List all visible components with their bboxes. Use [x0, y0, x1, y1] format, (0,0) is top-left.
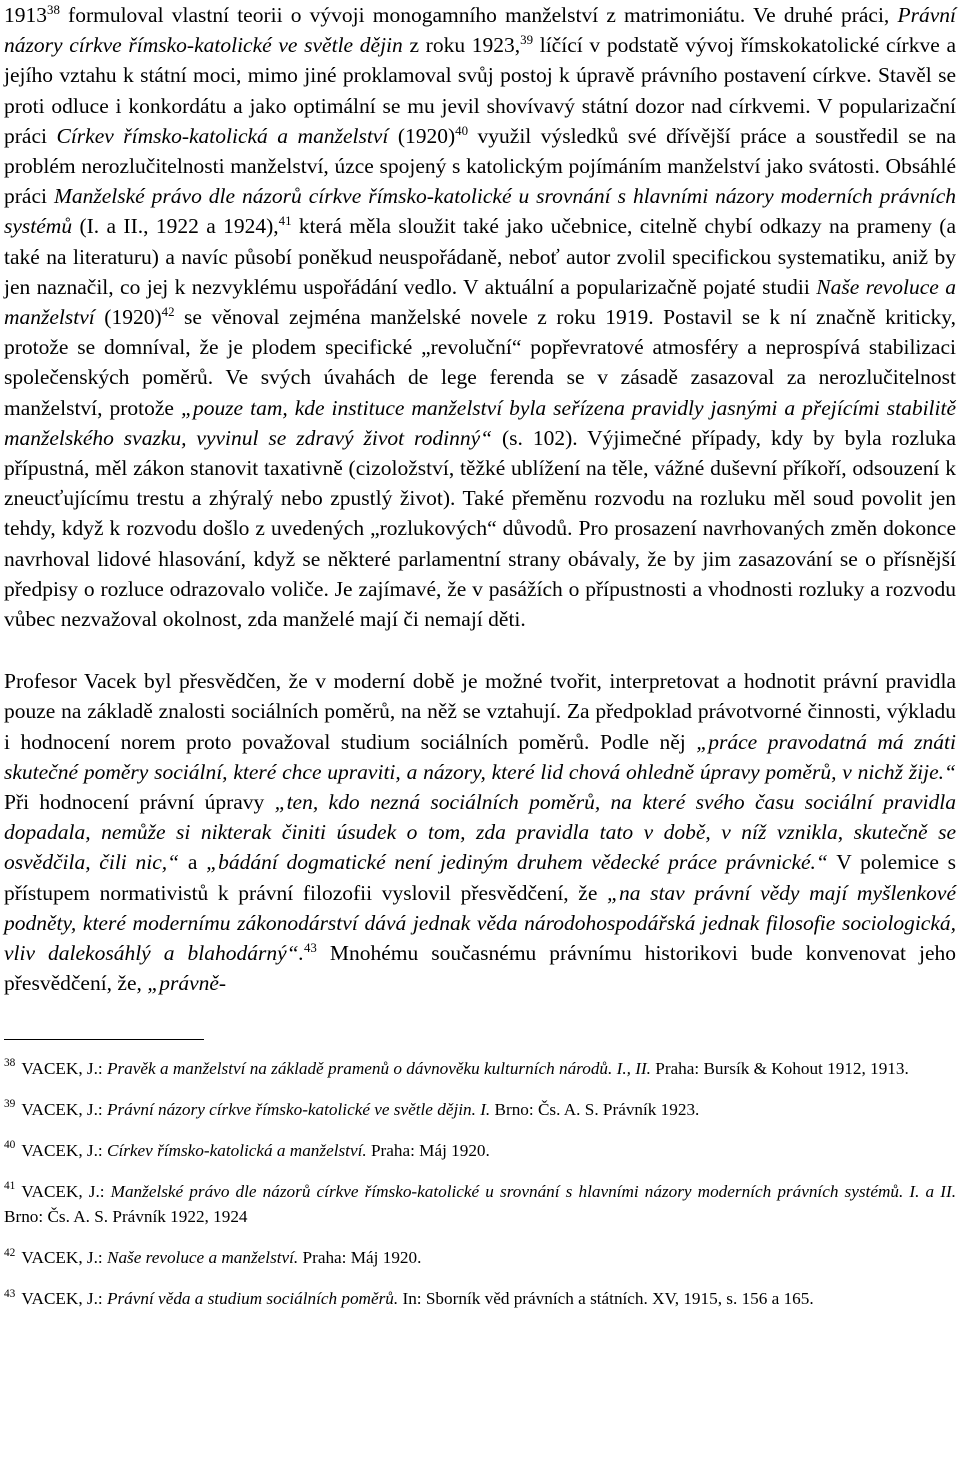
footnote-publication: Brno: Čs. A. S. Právník 1922, 1924: [4, 1207, 248, 1226]
footnote-publication: In: Sborník věd právních a státních. XV, 1915, s. 156 a 165.: [398, 1289, 814, 1308]
footnote-38: [4, 1056, 956, 1082]
text-run: líčící v podstatě vývoj římskokatolické církve a jejího vztahu k státní moci, mimo jiné proklamoval svůj postoj k úpravě právního postavení církve. Stavěl se proti odluce i konkordátu a jako optimální se mu jevil shovívavý státní dozor nad církvemi. V popularizační práci: [4, 33, 956, 148]
text-run: (1920): [94, 305, 162, 330]
work-title-nase-revoluce: Naše revoluce a manželství: [4, 274, 956, 330]
body-paragraph-1: [4, 0, 956, 634]
footnote-author: VACEK, J.:: [21, 1289, 107, 1308]
footnote-publication: Praha: Bursík & Kohout 1912, 1913.: [650, 1058, 909, 1078]
text-run: Při hodnocení právní úpravy: [4, 790, 275, 815]
footnote-author: VACEK, J.:: [21, 1248, 107, 1267]
text-run: která měla sloužit také jako učebnice, citelně chybí odkazy na prameny (a také na literaturu) a navíc působí poněkud neuspořádaně, neboť autor zvolil specifickou systematiku, aniž by jen naznačil, co jej k nezvyklému uspořádání vedlo. V aktuální a popularizačně pojaté studii: [4, 214, 956, 299]
footnote-author: VACEK, J.:: [21, 1181, 111, 1201]
footnote-number: 42: [4, 1246, 16, 1259]
work-title-cirkev-a-manzelstvi: Církev římsko-katolická a manželství: [56, 123, 389, 148]
footnote-author: VACEK, J.:: [21, 1058, 107, 1078]
text-run: Mnohému současnému právnímu historikovi bude konvenovat jeho přesvědčení, že,: [4, 941, 956, 996]
text-run: Profesor Vacek byl přesvědčen, že v moderní době je možné tvořit, interpretovat a hodnotit právní pravidla pouze na základě znalosti sociálních poměrů, na něž se vztahují. Za předpoklad právotvorné činnosti, výkladu i hodnocení norem proto považoval studium sociálních poměrů. Podle něj: [4, 669, 956, 754]
footnote-title: Naše revoluce a manželství.: [106, 1248, 299, 1267]
work-title-manzelske-pravo: Manželské právo dle názorů církve římsko-katolické u srovnání s hlavními názory moderních právních systémů: [4, 184, 956, 239]
footnote-ref-39[interactable]: 39: [520, 33, 534, 48]
quote-badani-dogmaticke: „bádání dogmatické není jediným druhem vědecké práce právnické.“: [206, 850, 828, 875]
footnote-title: Církev římsko-katolická a manželství.: [106, 1140, 367, 1160]
quote-na-stav-pravni-vedy: „na stav právní vědy mají myšlenkové podněty, které modernímu zákonodárství dává jednak věda národohospodářská jednak filosofie sociologická, vliv dalekosáhlý a blahodárný“.: [4, 880, 957, 966]
footnote-40: [4, 1138, 956, 1164]
footnote-title: Právní názory církve římsko-katolické ve světle dějin. I.: [106, 1099, 491, 1119]
footnote-ref-41[interactable]: 41: [278, 214, 292, 229]
text-run: (I. a II., 1922 a 1924),: [72, 214, 279, 239]
footnote-ref-38[interactable]: 38: [47, 3, 60, 18]
quote-pouze-tam: „pouze tam, kde instituce manželství byla seřízena pravidly jasnými a přejícími stabilitě manželského svazku, vyvinul se zdravý život rodinný“: [4, 395, 957, 450]
footnote-separator: [4, 1039, 204, 1040]
text-run: (1920): [388, 123, 456, 148]
footnote-ref-43[interactable]: 43: [303, 941, 317, 956]
footnote-publication: Praha: Máj 1920.: [366, 1140, 490, 1160]
footnote-ref-42[interactable]: 42: [161, 305, 175, 320]
document-page: [4, 0, 956, 1327]
footnote-39: [4, 1097, 956, 1123]
footnotes: [4, 1056, 956, 1312]
work-title-pravni-nazory: Právní názory církve římsko-katolické ve světle dějin: [4, 3, 956, 58]
footnote-publication: Praha: Máj 1920.: [298, 1248, 422, 1267]
quote-pravne: „právně-: [147, 971, 227, 996]
text-run: z roku 1923,: [402, 33, 521, 58]
footnote-number: 38: [4, 1057, 16, 1070]
footnote-title: Právní věda a studium sociálních poměrů.: [106, 1289, 399, 1308]
footnote-publication: Brno: Čs. A. S. Právník 1923.: [490, 1099, 700, 1119]
text-run: V polemice s přístupem normativistů k právní filozofii vyslovil přesvědčení, že: [4, 850, 956, 905]
footnote-number: 40: [4, 1139, 16, 1152]
quote-ten-kdo-nezna: „ten, kdo nezná sociálních poměrů, na které svého času sociální pravidla dopadala, nemůže si nikterak činiti úsudek o tom, zda pravidla tato v době, v níž vznikla, skutečně se osvědčila, čili nic,“: [4, 790, 956, 875]
footnote-title: Pravěk a manželství na základě pramenů o dávnověku kulturních národů. I., II.: [106, 1058, 651, 1078]
quote-prace-pravodatna: „práce pravodatná má znáti skutečné poměry sociální, které chce upraviti, a názory, které lid chová ohledně úpravy poměrů, v nichž žije.“: [4, 729, 956, 784]
footnote-author: VACEK, J.:: [21, 1099, 107, 1119]
text-run: využil výsledků své dřívější práce a soustředil se na problém nerozlučitelnosti manželství, úzce spojený s katolickým pojímáním manželství jako svátosti. Obsáhlé práci: [4, 123, 956, 209]
footnote-author: VACEK, J.:: [21, 1140, 107, 1160]
footnote-43: [4, 1286, 956, 1312]
footnote-42: [4, 1245, 956, 1271]
text-run: a: [179, 850, 207, 875]
text-run: 1913: [4, 3, 47, 27]
text-run: (s. 102). Výjimečné případy, kdy by byla rozluka přípustná, měl zákon stanovit taxativně (cizoložství, těžké ublížení na těle, vážné duševní příkoří, odsouzení k zneucťujícímu trestu a zhýralý nebo zpustlý život). Také přeměnu rozvodu na rozluku měl soud povolit jen tehdy, když k rozvodu došlo z uvedených „rozlukových“ důvodů. Pro prosazení navrhovaných změn dokonce navrhoval lidové hlasování, když se některé parlamentní strany obávaly, že by jim zasazování se o přísnější předpisy o rozluce odrazovalo voliče. Je zajímavé, že v pasážích o přípustnosti a vhodnosti rozluky a rozvodu vůbec nezvažoval okolnost, zda manželé mají či nemají děti.: [4, 425, 957, 632]
footnote-41: [4, 1179, 956, 1230]
text-run: se věnoval zejména manželské novele z roku 1919. Postavil se k ní značně kriticky, protože se domníval, že je plodem specifické „revoluční“ popřevratové atmosféry a neprospívá stabilizaci společenských poměrů. Ve svých úvahách de lege ferenda se v zásadě zasazoval za nerozlučitelnost manželství, protože: [4, 305, 956, 420]
footnote-number: 41: [4, 1180, 16, 1193]
text-run: formuloval vlastní teorii o vývoji monogamního manželství z matrimoniátu. Ve druhé práci,: [59, 3, 898, 27]
footnote-number: 39: [4, 1098, 16, 1111]
footnote-ref-40[interactable]: 40: [455, 123, 469, 138]
footnote-number: 43: [4, 1287, 16, 1300]
body-paragraph-2: [4, 666, 956, 998]
footnote-title: Manželské právo dle názorů církve římsko-katolické u srovnání s hlavními názory moderních právních systémů. I. a II.: [110, 1181, 956, 1201]
